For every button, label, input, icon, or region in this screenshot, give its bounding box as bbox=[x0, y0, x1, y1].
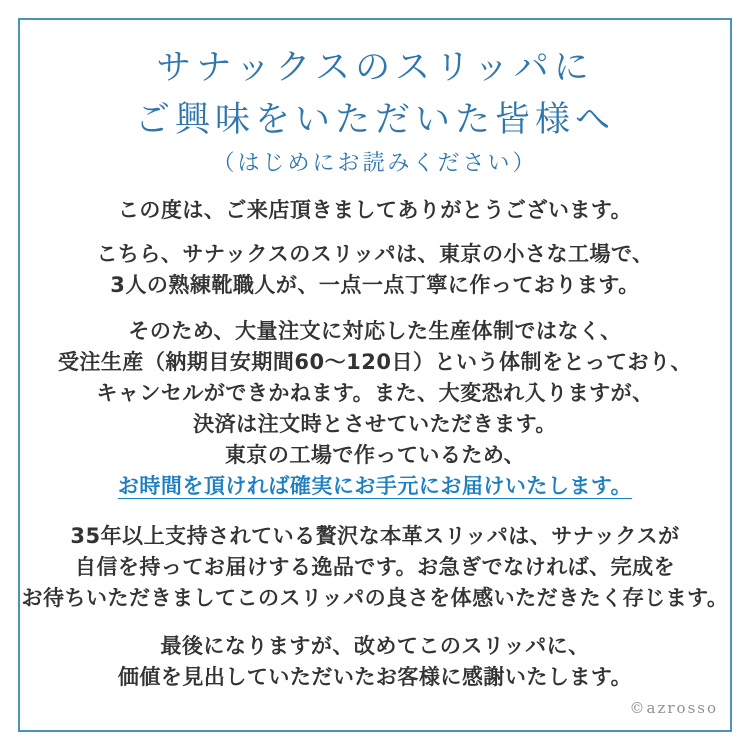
closing-paragraph bbox=[0, 631, 750, 693]
text-line: お待ちいただきましてこのスリッパの良さを体感いただきたく存じます。 bbox=[21, 586, 729, 610]
greeting-paragraph bbox=[0, 195, 750, 226]
text-line: 東京の工場で作っているため、 bbox=[224, 443, 526, 467]
page-title bbox=[0, 42, 750, 146]
production-policy-paragraph bbox=[0, 316, 750, 502]
quality-paragraph bbox=[0, 521, 750, 614]
delivery-promise-link[interactable]: お時間を頂ければ確実にお手元にお届けいたします。 bbox=[117, 474, 633, 498]
text-line: 最後になりますが、改めてこのスリッパに、 bbox=[160, 634, 590, 658]
text-line: 35年以上支持されている贅沢な本革スリッパは、サナックスが bbox=[70, 524, 680, 548]
text-line: 受注生産（納期目安期間60〜120日）という体制をとっており、 bbox=[57, 350, 693, 374]
workshop-paragraph bbox=[0, 239, 750, 301]
title-line-2: ご興味をいただいた皆様へ bbox=[134, 100, 615, 140]
title-line-1: サナックスのスリッパに bbox=[156, 48, 594, 88]
text-line: 3人の熟練靴職人が、一点一点丁寧に作っております。 bbox=[110, 273, 640, 297]
text-line: 自信を持ってお届けする逸品です。お急ぎでなければ、完成を bbox=[74, 555, 676, 579]
text-line: こちら、サナックスのスリッパは、東京の小さな工場で、 bbox=[96, 242, 654, 266]
text-line: キャンセルができかねます。また、大変恐れ入りますが、 bbox=[96, 381, 654, 405]
text-line: 決済は注文時とさせていただきます。 bbox=[193, 412, 557, 436]
text-line: 価値を見出していただいたお客様に感謝いたします。 bbox=[117, 665, 633, 689]
text-line: そのため、大量注文に対応した生産体制ではなく、 bbox=[128, 319, 622, 343]
copyright-watermark: ©azrosso bbox=[629, 699, 718, 717]
text-line: この度は、ご来店頂きましてありがとうございます。 bbox=[117, 198, 633, 222]
page-subtitle: （はじめにお読みください） bbox=[212, 151, 538, 176]
